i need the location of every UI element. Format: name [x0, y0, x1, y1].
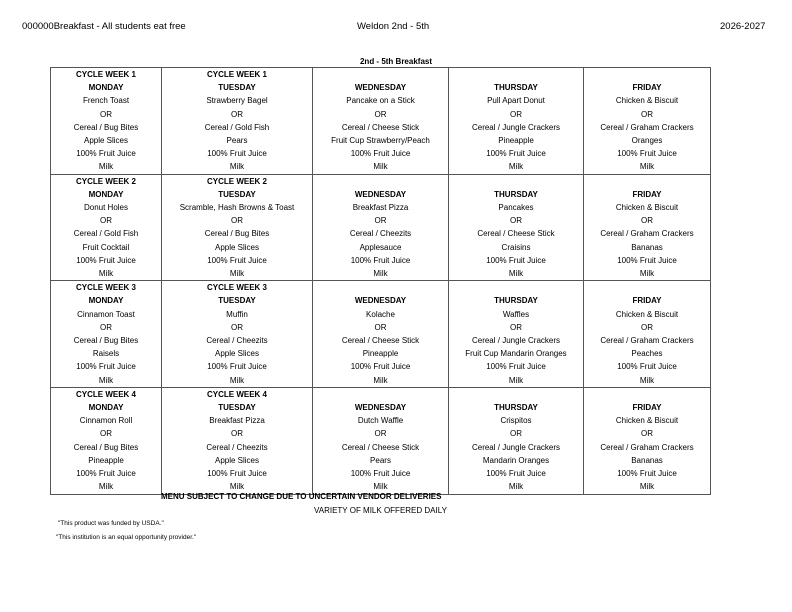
menu-item-row-thursday: Waffles [449, 308, 584, 321]
menu-item-row-friday: Bananas [584, 241, 711, 254]
menu-item-row-wednesday: Pancake on a Stick [313, 94, 449, 107]
menu-item-row-friday: OR [584, 108, 711, 121]
menu-item-row-wednesday: Cereal / Cheese Stick [313, 334, 449, 347]
menu-item-row [51, 214, 711, 227]
cycle-week-label-row-friday [584, 387, 711, 401]
menu-item-row-tuesday: OR [162, 321, 313, 334]
day-header-row-wednesday: WEDNESDAY [313, 401, 449, 414]
menu-item-row-friday: Cereal / Graham Crackers [584, 227, 711, 240]
menu-item-row [51, 308, 711, 321]
menu-item-row-tuesday: Strawberry Bagel [162, 94, 313, 107]
menu-item-row-thursday: 100% Fruit Juice [449, 254, 584, 267]
menu-item-row-tuesday: OR [162, 214, 313, 227]
cycle-week-label-row-tuesday: CYCLE WEEK 4 [162, 387, 313, 401]
day-header-row-friday: FRIDAY [584, 401, 711, 414]
menu-item-row-thursday: Cereal / Jungle Crackers [449, 121, 584, 134]
menu-item-row-monday: Raisels [51, 347, 162, 360]
menu-item-row-friday: OR [584, 427, 711, 440]
menu-item-row [51, 414, 711, 427]
menu-item-row [51, 201, 711, 214]
menu-item-row-thursday: Pull Apart Donut [449, 94, 584, 107]
menu-item-row-friday: Milk [584, 480, 711, 494]
day-header-row-tuesday: TUESDAY [162, 81, 313, 94]
cycle-week-label-row-monday: CYCLE WEEK 1 [51, 68, 162, 82]
cycle-week-label-row [51, 281, 711, 295]
menu-title: 2nd - 5th Breakfast [359, 57, 433, 66]
usda-note: "This product was funded by USDA." [58, 520, 164, 527]
menu-item-row-friday: Milk [584, 374, 711, 388]
day-header-row [51, 294, 711, 307]
day-header-row-wednesday: WEDNESDAY [313, 81, 449, 94]
day-header-row-tuesday: TUESDAY [162, 188, 313, 201]
menu-item-row-wednesday: Pears [313, 454, 449, 467]
menu-item-row-monday: Cereal / Bug Bites [51, 334, 162, 347]
equal-opportunity-note: "This institution is an equal opportunity provider." [56, 534, 197, 541]
cycle-week-label-row-monday: CYCLE WEEK 4 [51, 387, 162, 401]
menu-item-row-thursday: Crispitos [449, 414, 584, 427]
menu-item-row-monday: Milk [51, 267, 162, 281]
menu-item-row [51, 467, 711, 480]
menu-item-row-tuesday: Apple Slices [162, 241, 313, 254]
menu-item-row-wednesday: Cereal / Cheese Stick [313, 121, 449, 134]
menu-item-row-wednesday: OR [313, 108, 449, 121]
menu-item-row-thursday: Milk [449, 374, 584, 388]
menu-item-row [51, 254, 711, 267]
menu-item-row-friday: OR [584, 214, 711, 227]
menu-item-row-friday: Milk [584, 267, 711, 281]
menu-item-row-thursday: Milk [449, 160, 584, 174]
cycle-week-label-row [51, 68, 711, 82]
day-header-row-thursday: THURSDAY [449, 294, 584, 307]
menu-item-row-tuesday: Scramble, Hash Browns & Toast [162, 201, 313, 214]
menu-item-row-wednesday: Milk [313, 374, 449, 388]
menu-item-row [51, 347, 711, 360]
menu-item-row-tuesday: Cereal / Cheezits [162, 441, 313, 454]
menu-item-row [51, 147, 711, 160]
cycle-week-label-row-tuesday: CYCLE WEEK 1 [162, 68, 313, 82]
menu-item-row-wednesday: 100% Fruit Juice [313, 147, 449, 160]
menu-item-row-monday: Pineapple [51, 454, 162, 467]
menu-item-row-wednesday: Cereal / Cheezits [313, 227, 449, 240]
menu-item-row-thursday: Fruit Cup Mandarin Oranges [449, 347, 584, 360]
day-header-row [51, 401, 711, 414]
day-header-row-monday: MONDAY [51, 294, 162, 307]
menu-item-row [51, 374, 711, 388]
day-header-row [51, 188, 711, 201]
menu-item-row-wednesday: Fruit Cup Strawberry/Peach [313, 134, 449, 147]
cycle-week-label-row-wednesday [313, 387, 449, 401]
cycle-week-label-row-thursday [449, 281, 584, 295]
menu-item-row-wednesday: Breakfast Pizza [313, 201, 449, 214]
menu-item-row-thursday: Cereal / Jungle Crackers [449, 441, 584, 454]
menu-item-row-monday: 100% Fruit Juice [51, 254, 162, 267]
menu-item-row-thursday: OR [449, 321, 584, 334]
cycle-week-label-row-wednesday [313, 174, 449, 188]
menu-item-row-friday: Cereal / Graham Crackers [584, 334, 711, 347]
menu-item-row-wednesday: Cereal / Cheese Stick [313, 441, 449, 454]
menu-item-row-monday: Cereal / Gold Fish [51, 227, 162, 240]
menu-item-row-tuesday: 100% Fruit Juice [162, 147, 313, 160]
menu-item-row-thursday: Craisins [449, 241, 584, 254]
day-header-row-monday: MONDAY [51, 81, 162, 94]
menu-item-row-monday: 100% Fruit Juice [51, 360, 162, 373]
menu-item-row-tuesday: Apple Slices [162, 454, 313, 467]
cycle-week-label-row-friday [584, 281, 711, 295]
menu-item-row-thursday: Milk [449, 480, 584, 494]
day-header-row-thursday: THURSDAY [449, 188, 584, 201]
menu-item-row-wednesday: Milk [313, 267, 449, 281]
day-header-row-thursday: THURSDAY [449, 401, 584, 414]
menu-item-row-monday: Cereal / Bug Bites [51, 441, 162, 454]
cycle-week-label-row-thursday [449, 387, 584, 401]
day-header-row-friday: FRIDAY [584, 81, 711, 94]
menu-item-row-thursday: 100% Fruit Juice [449, 467, 584, 480]
menu-item-row-wednesday: OR [313, 427, 449, 440]
menu-item-row-wednesday: OR [313, 214, 449, 227]
cycle-week-label-row-wednesday [313, 68, 449, 82]
menu-item-row-tuesday: Muffin [162, 308, 313, 321]
cycle-week-label-row-friday [584, 174, 711, 188]
menu-item-row-tuesday: Cereal / Cheezits [162, 334, 313, 347]
menu-item-row-thursday: Cereal / Jungle Crackers [449, 334, 584, 347]
cycle-week-label-row-monday: CYCLE WEEK 3 [51, 281, 162, 295]
menu-item-row [51, 360, 711, 373]
menu-item-row-thursday: 100% Fruit Juice [449, 360, 584, 373]
menu-item-row-monday: OR [51, 214, 162, 227]
menu-item-row-monday: OR [51, 427, 162, 440]
header-center: Weldon 2nd - 5th [357, 21, 430, 32]
menu-item-row-thursday: Milk [449, 267, 584, 281]
header-left: 000000Breakfast - All students eat free [22, 21, 186, 32]
menu-item-row-friday: OR [584, 321, 711, 334]
menu-item-row-friday: Bananas [584, 454, 711, 467]
menu-item-row-tuesday: Milk [162, 267, 313, 281]
menu-item-row-tuesday: OR [162, 427, 313, 440]
menu-item-row-monday: French Toast [51, 94, 162, 107]
day-header-row-wednesday: WEDNESDAY [313, 294, 449, 307]
menu-item-row-tuesday: Cereal / Bug Bites [162, 227, 313, 240]
menu-item-row-wednesday: Dutch Waffle [313, 414, 449, 427]
menu-item-row-monday: Fruit Cocktail [51, 241, 162, 254]
cycle-week-label-row-thursday [449, 68, 584, 82]
menu-item-row-friday: Milk [584, 160, 711, 174]
menu-item-row [51, 94, 711, 107]
menu-item-row-tuesday: Milk [162, 374, 313, 388]
day-header-row-tuesday: TUESDAY [162, 401, 313, 414]
menu-item-row-friday: Chicken & Biscuit [584, 201, 711, 214]
cycle-week-label-row-friday [584, 68, 711, 82]
menu-item-row-tuesday: 100% Fruit Juice [162, 467, 313, 480]
menu-item-row [51, 108, 711, 121]
menu-item-row-wednesday: Applesauce [313, 241, 449, 254]
menu-item-row [51, 334, 711, 347]
cycle-week-label-row [51, 174, 711, 188]
menu-item-row-tuesday: Breakfast Pizza [162, 414, 313, 427]
menu-item-row-thursday: Mandarin Oranges [449, 454, 584, 467]
day-header-row-tuesday: TUESDAY [162, 294, 313, 307]
menu-item-row-thursday: OR [449, 214, 584, 227]
menu-item-row-monday: OR [51, 108, 162, 121]
menu-item-row [51, 441, 711, 454]
day-header-row [51, 81, 711, 94]
menu-item-row [51, 267, 711, 281]
menu-item-row-friday: Cereal / Graham Crackers [584, 121, 711, 134]
menu-item-row-monday: Donut Holes [51, 201, 162, 214]
menu-item-row-friday: Oranges [584, 134, 711, 147]
menu-item-row-tuesday: Apple Slices [162, 347, 313, 360]
cycle-week-label-row-thursday [449, 174, 584, 188]
menu-item-row-tuesday: 100% Fruit Juice [162, 254, 313, 267]
menu-item-row-tuesday: Milk [162, 480, 313, 494]
menu-item-row [51, 454, 711, 467]
menu-item-row-friday: 100% Fruit Juice [584, 467, 711, 480]
menu-item-row-wednesday: Kolache [313, 308, 449, 321]
menu-item-row-thursday: Cereal / Cheese Stick [449, 227, 584, 240]
menu-item-row-wednesday: 100% Fruit Juice [313, 467, 449, 480]
breakfast-menu-table [50, 67, 711, 495]
menu-item-row-wednesday: OR [313, 321, 449, 334]
menu-item-row-monday: Cereal / Bug Bites [51, 121, 162, 134]
menu-item-row-friday: Cereal / Graham Crackers [584, 441, 711, 454]
menu-item-row-monday: OR [51, 321, 162, 334]
menu-item-row-friday: 100% Fruit Juice [584, 360, 711, 373]
day-header-row-monday: MONDAY [51, 188, 162, 201]
header-right: 2026-2027 [720, 21, 766, 32]
menu-item-row-tuesday: 100% Fruit Juice [162, 360, 313, 373]
menu-item-row-monday: 100% Fruit Juice [51, 467, 162, 480]
menu-item-row-wednesday: Pineapple [313, 347, 449, 360]
menu-item-row [51, 321, 711, 334]
menu-item-row-monday: Milk [51, 480, 162, 494]
menu-item-row-wednesday: 100% Fruit Juice [313, 360, 449, 373]
menu-item-row [51, 121, 711, 134]
menu-item-row-monday: Apple Slices [51, 134, 162, 147]
menu-item-row-thursday: Pancakes [449, 201, 584, 214]
menu-item-row [51, 134, 711, 147]
menu-item-row-friday: Chicken & Biscuit [584, 94, 711, 107]
menu-item-row-monday: Cinnamon Roll [51, 414, 162, 427]
menu-item-row [51, 241, 711, 254]
menu-item-row-monday: Cinnamon Toast [51, 308, 162, 321]
menu-item-row-monday: 100% Fruit Juice [51, 147, 162, 160]
menu-item-row-tuesday: Milk [162, 160, 313, 174]
menu-item-row-thursday: 100% Fruit Juice [449, 147, 584, 160]
day-header-row-friday: FRIDAY [584, 188, 711, 201]
menu-item-row-friday: 100% Fruit Juice [584, 254, 711, 267]
cycle-week-label-row-wednesday [313, 281, 449, 295]
menu-item-row-tuesday: Pears [162, 134, 313, 147]
menu-item-row-tuesday: Cereal / Gold Fish [162, 121, 313, 134]
menu-item-row-monday: Milk [51, 374, 162, 388]
cycle-week-label-row-tuesday: CYCLE WEEK 2 [162, 174, 313, 188]
menu-item-row-friday: Chicken & Biscuit [584, 308, 711, 321]
menu-item-row-wednesday: Milk [313, 160, 449, 174]
menu-item-row [51, 427, 711, 440]
cycle-week-label-row [51, 387, 711, 401]
menu-item-row-friday: Peaches [584, 347, 711, 360]
milk-note: VARIETY OF MILK OFFERED DAILY [314, 506, 447, 515]
day-header-row-thursday: THURSDAY [449, 81, 584, 94]
cycle-week-label-row-tuesday: CYCLE WEEK 3 [162, 281, 313, 295]
day-header-row-friday: FRIDAY [584, 294, 711, 307]
menu-item-row-thursday: OR [449, 108, 584, 121]
menu-item-row-thursday: Pineapple [449, 134, 584, 147]
menu-item-row [51, 227, 711, 240]
menu-item-row-monday: Milk [51, 160, 162, 174]
day-header-row-monday: MONDAY [51, 401, 162, 414]
menu-item-row-thursday: OR [449, 427, 584, 440]
day-header-row-wednesday: WEDNESDAY [313, 188, 449, 201]
menu-item-row-friday: 100% Fruit Juice [584, 147, 711, 160]
cycle-week-label-row-monday: CYCLE WEEK 2 [51, 174, 162, 188]
menu-item-row-wednesday: 100% Fruit Juice [313, 254, 449, 267]
menu-item-row [51, 160, 711, 174]
menu-item-row-tuesday: OR [162, 108, 313, 121]
menu-item-row-wednesday: Milk [313, 480, 449, 494]
vendor-note: MENU SUBJECT TO CHANGE DUE TO UNCERTAIN VENDOR DELIVERIES [161, 492, 442, 501]
menu-item-row-friday: Chicken & Biscuit [584, 414, 711, 427]
